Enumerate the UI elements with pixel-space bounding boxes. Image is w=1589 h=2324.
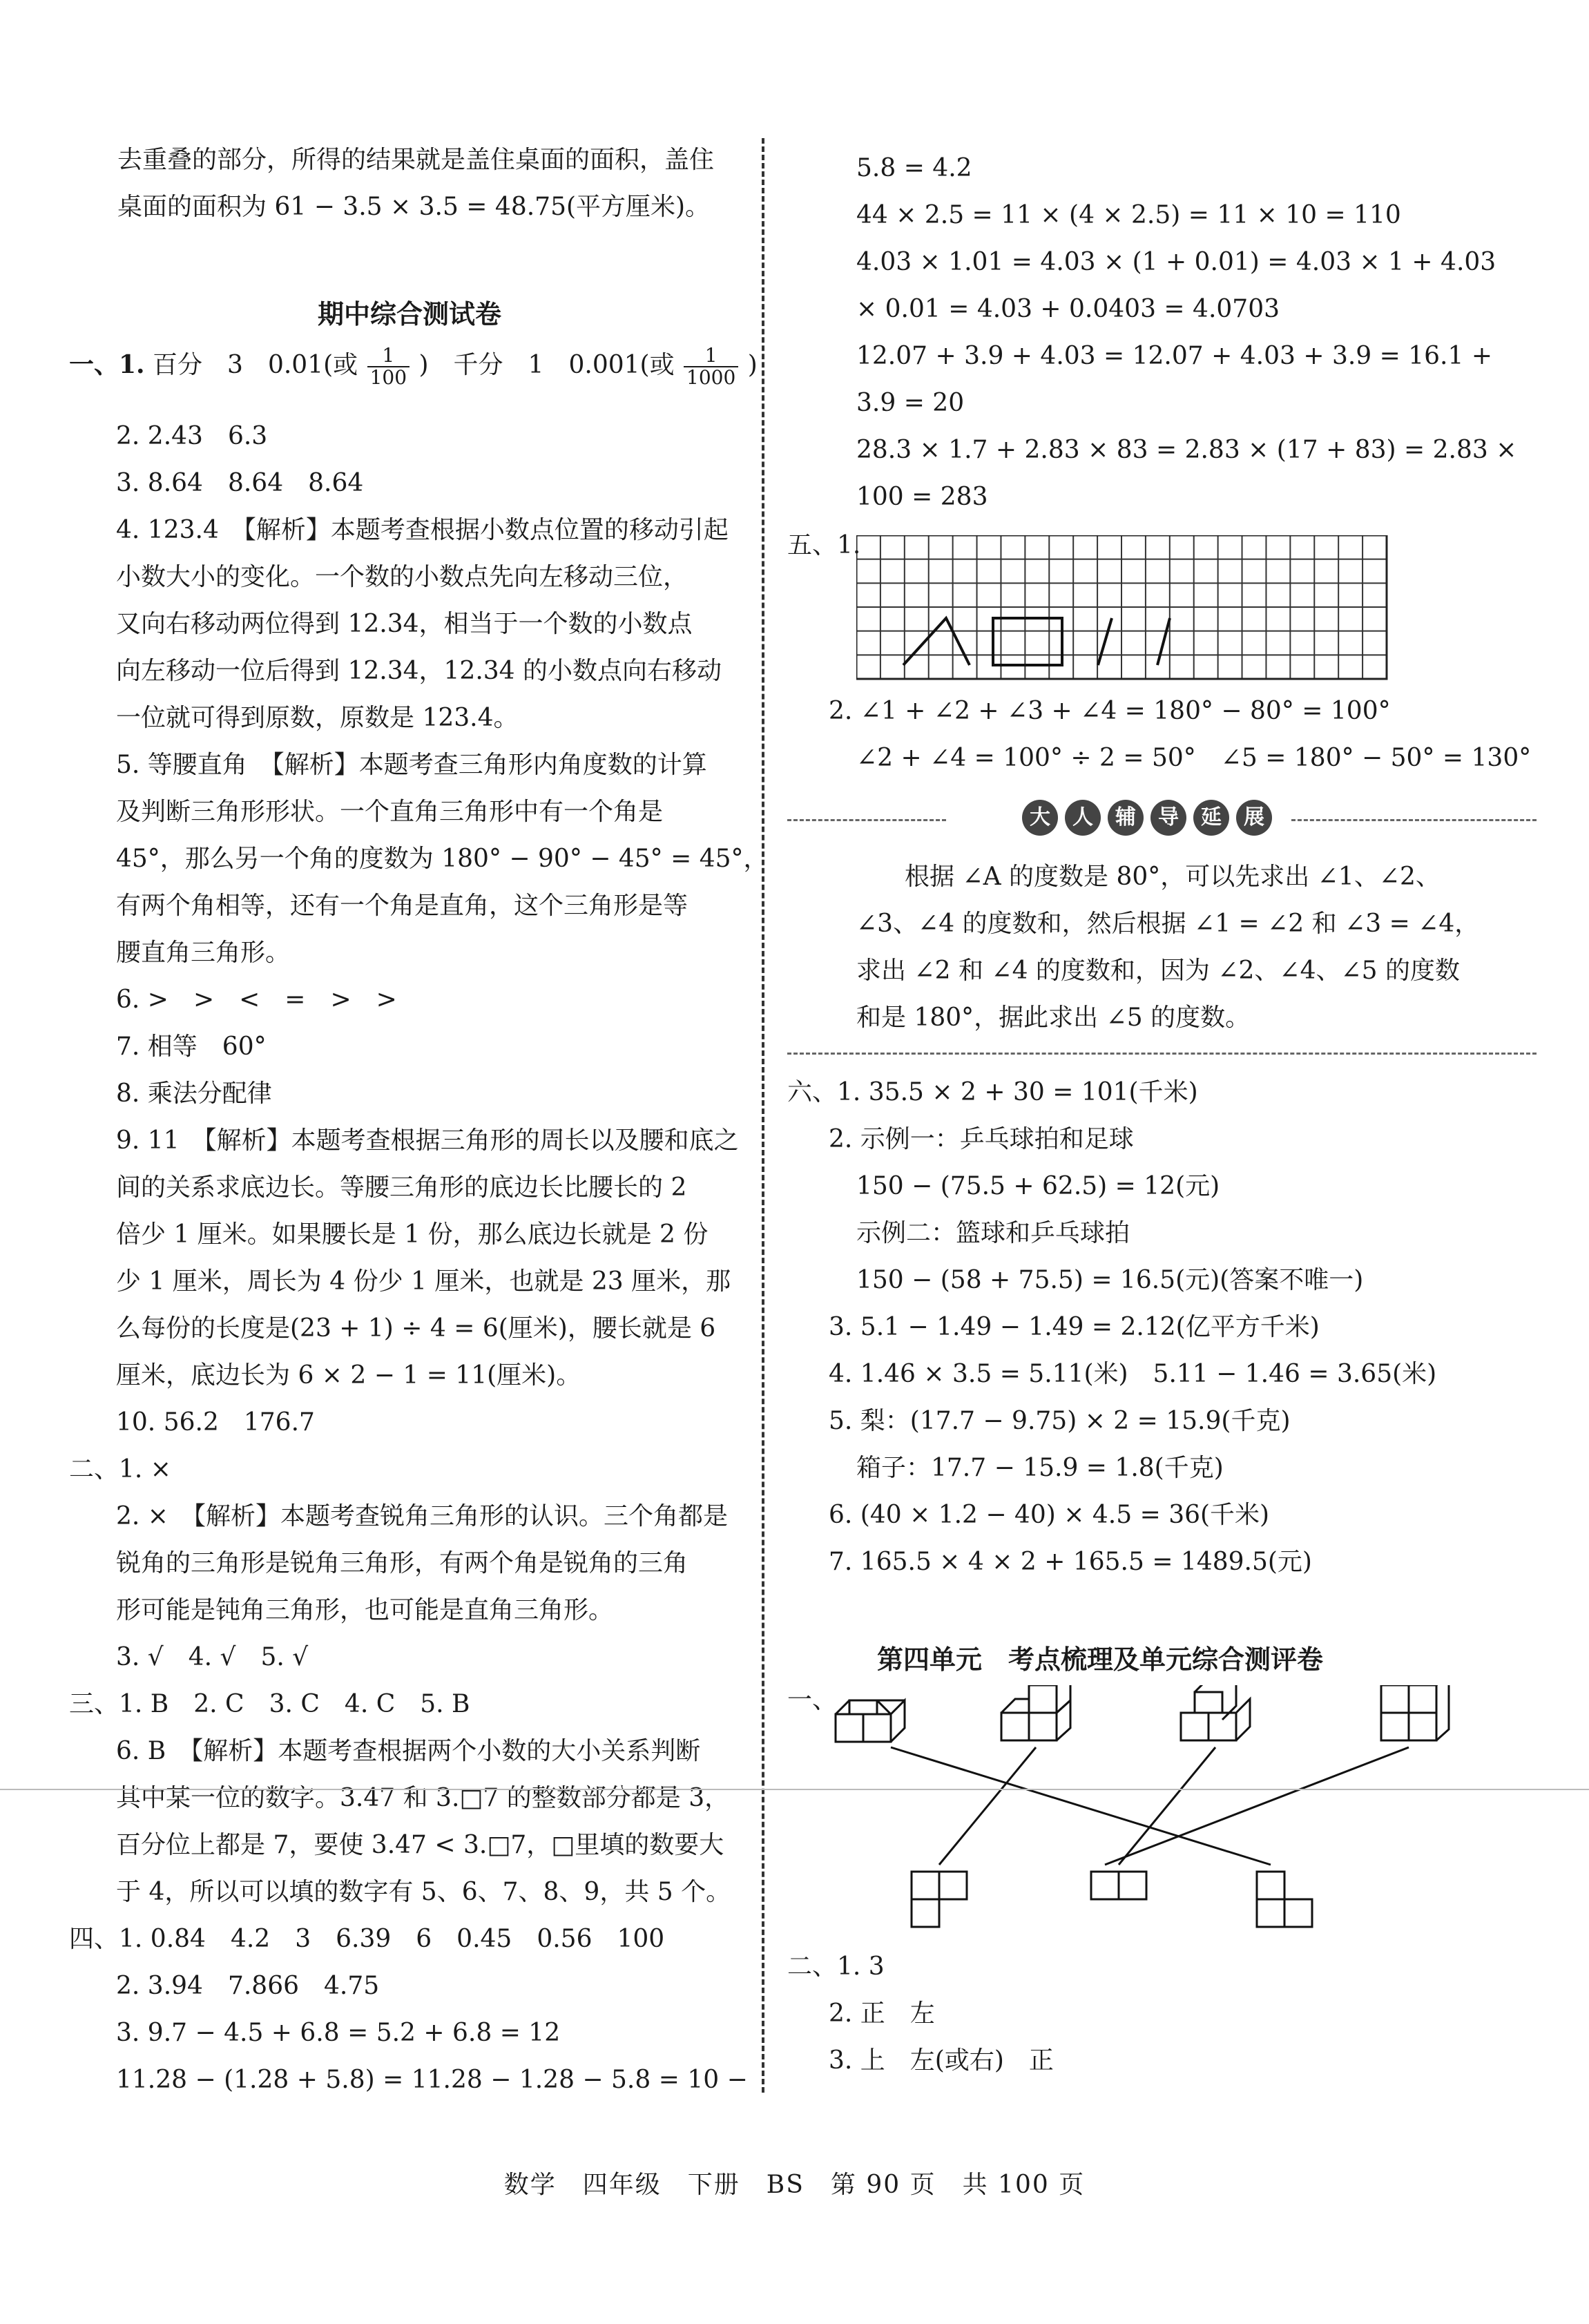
answer-line: ∠2 + ∠4 = 100° ÷ 2 = 50° ∠5 = 180° − 50° = 130° [856, 744, 1532, 772]
answer-line: 2. × 【解析】本题考查锐角三角形的认识。三个角都是 [116, 1502, 728, 1530]
answer-line: 7. 165.5 × 4 × 2 + 165.5 = 1489.5(元) [829, 1548, 1312, 1576]
match-line [1105, 1747, 1409, 1865]
answer-line: 150 − (75.5 + 62.5) = 12(元) [856, 1172, 1220, 1200]
banner-dash-right [1291, 819, 1537, 821]
answer-line: 2. ∠1 + ∠2 + ∠3 + ∠4 = 180° − 80° = 100° [829, 697, 1391, 725]
answer-line: 150 − (58 + 75.5) = 16.5(元)(答案不唯一) [856, 1266, 1364, 1294]
guidance-line: ∠3、∠4 的度数和，然后根据 ∠1 = ∠2 和 ∠3 = ∠4， [856, 910, 1480, 938]
answer-line: 2. 示例一：乒乓球拍和足球 [829, 1125, 1134, 1153]
answer-line: 45°，那么另一个角的度数为 180° − 90° − 45° = 45°， [116, 845, 769, 873]
answer-line: 4.03 × 1.01 = 4.03 × (1 + 0.01) = 4.03 × 1 + 4.03 [856, 248, 1496, 276]
cube-group-c [1181, 1685, 1250, 1740]
cube-face [1029, 1713, 1057, 1740]
parallelogram-right-side [1157, 618, 1170, 665]
view-square [912, 1872, 939, 1899]
fraction-denominator: 100 [369, 366, 407, 389]
answer-line: 3. 9.7 − 4.5 + 6.8 = 5.2 + 6.8 = 12 [116, 2019, 561, 2047]
answer-line: 5.8 = 4.2 [856, 154, 972, 182]
answer-line: 有两个角相等，还有一个角是直角，这个三角形是等 [116, 892, 688, 920]
match-line [939, 1747, 1036, 1865]
banner-char: 展 [1236, 800, 1272, 836]
view-square [912, 1899, 939, 1927]
answer-line-s1-q1 [69, 345, 758, 388]
cube-face [1029, 1685, 1057, 1713]
intro-line: 去重叠的部分，所得的结果就是盖住桌面的面积，盖住 [117, 146, 715, 174]
grid-lines [856, 535, 1387, 679]
page-fold-line [0, 1789, 1589, 1790]
answer-line: 四、1. 0.84 4.2 3 6.39 6 0.45 0.56 100 [69, 1925, 665, 1953]
answer-line: 间的关系求底边长。等腰三角形的底边长比腰长的 2 [116, 1173, 687, 1202]
answer-line: 100 = 283 [856, 483, 988, 511]
answer-line: 4. 1.46 × 3.5 = 5.11(米) 5.11 − 1.46 = 3.65(米) [829, 1360, 1437, 1388]
answer-line: 向左移动一位后得到 12.34，12.34 的小数点向右移动 [116, 657, 722, 685]
view-square [1119, 1872, 1146, 1899]
cube-edge [1236, 1699, 1250, 1740]
banner-title [1022, 800, 1272, 836]
parent-guidance-banner [787, 800, 1537, 838]
cube-group-a [836, 1700, 905, 1742]
section-label: 一、1. [69, 350, 145, 379]
answer-line: 少 1 厘米，周长为 4 份少 1 厘米，也就是 23 厘米，那 [116, 1267, 731, 1296]
cube-face [1181, 1713, 1208, 1740]
grid-figure [856, 535, 1388, 680]
cube-edge [1001, 1699, 1029, 1713]
answer-line: 3. 上 左(或右) 正 [829, 2046, 1054, 2075]
banner-char: 大 [1022, 800, 1058, 836]
unit4-title: 第四单元 考点梳理及单元综合测评卷 [877, 1644, 1324, 1675]
fraction-numerator: 1 [367, 345, 410, 367]
answer-line: 8. 乘法分配律 [116, 1079, 272, 1108]
cube-group-d [1381, 1685, 1449, 1740]
answer-line: 5. 等腰直角 【解析】本题考查三角形内角度数的计算 [116, 751, 707, 779]
midterm-title: 期中综合测试卷 [318, 299, 502, 329]
answer-line: 9. 11 【解析】本题考查根据三角形的周长以及腰和底之 [116, 1126, 739, 1155]
view-shape-b [1091, 1872, 1146, 1899]
view-square [1091, 1872, 1119, 1899]
match-line [891, 1747, 1271, 1865]
answer-line: 6. B 【解析】本题考查根据两个小数的大小关系判断 [116, 1737, 701, 1765]
banner-char: 延 [1193, 800, 1229, 836]
answer-line: 2. 正 左 [829, 1999, 935, 2028]
answer-line: × 0.01 = 4.03 + 0.0403 = 4.0703 [856, 295, 1280, 323]
triangle-shape [903, 618, 970, 665]
cube-face [863, 1714, 891, 1742]
guidance-line: 求出 ∠2 和 ∠4 的度数和，因为 ∠2、∠4、∠5 的度数 [856, 957, 1461, 985]
view-shape-a [912, 1872, 967, 1927]
answer-line: 百分位上都是 7，要使 3.47 < 3.□7，□里填的数要大 [116, 1831, 724, 1859]
cube-face [1381, 1713, 1409, 1740]
answer-line: 12.07 + 3.9 + 4.03 = 12.07 + 4.03 + 3.9 = 16.1 + [856, 342, 1493, 370]
answer-line: 其中某一位的数字。3.47 和 3.□7 的整数部分都是 3， [116, 1784, 730, 1812]
cube-face [1001, 1713, 1029, 1740]
answer-line: 二、1. × [69, 1455, 171, 1483]
answer-text: 百分 3 0.01(或 [153, 351, 358, 379]
match-line [1119, 1747, 1215, 1865]
answer-line: 3. √ 4. √ 5. √ [116, 1643, 309, 1671]
parallelogram-left-side [1098, 618, 1112, 665]
view-shape-c [1257, 1872, 1312, 1927]
guidance-line: 根据 ∠A 的度数是 80°，可以先求出 ∠1、∠2、 [905, 863, 1441, 891]
fraction-1-1000 [684, 345, 738, 388]
cube-face [1381, 1685, 1409, 1713]
banner-char: 辅 [1108, 800, 1144, 836]
answer-line: 箱子：17.7 − 15.9 = 1.8(千克) [856, 1454, 1224, 1482]
intro-line: 桌面的面积为 61 − 3.5 × 3.5 = 48.75(平方厘米)。 [117, 193, 711, 221]
answer-line: 一位就可得到原数，原数是 123.4。 [116, 704, 519, 732]
answer-line: 么每份的长度是(23 + 1) ÷ 4 = 6(厘米)，腰长就是 6 [116, 1314, 716, 1343]
answer-line: 2. 3.94 7.866 4.75 [116, 1972, 380, 2000]
guidance-separator [787, 1053, 1537, 1055]
answer-line: 3.9 = 20 [856, 389, 965, 417]
fraction-numerator: 1 [684, 345, 738, 367]
cube-edge [1057, 1700, 1070, 1740]
cube-matching-figure [829, 1685, 1519, 1941]
answer-text: ) 千分 1 0.001(或 [418, 351, 675, 379]
view-square [1257, 1872, 1284, 1899]
answer-line: 三、1. B 2. C 3. C 4. C 5. B [69, 1690, 470, 1718]
column-divider [762, 138, 764, 2093]
cube-edge [891, 1700, 905, 1742]
banner-char: 导 [1150, 800, 1186, 836]
answer-line: 2. 2.43 6.3 [116, 422, 268, 450]
answer-line: 5. 梨：(17.7 − 9.75) × 2 = 15.9(千克) [829, 1407, 1291, 1435]
answer-line: 28.3 × 1.7 + 2.83 × 83 = 2.83 × (17 + 83) = 2.83 × [856, 436, 1517, 464]
fraction-1-100 [367, 345, 410, 388]
answer-line: 形可能是钝角三角形，也可能是直角三角形。 [116, 1596, 614, 1624]
answer-line: 二、1. 3 [787, 1952, 885, 1981]
section-label-5: 五、1. [787, 531, 861, 559]
view-square [939, 1872, 967, 1899]
answer-text: ) [747, 351, 758, 379]
answer-line: 11.28 − (1.28 + 5.8) = 11.28 − 1.28 − 5.8 = 10 − [116, 2066, 748, 2094]
answer-line: 倍少 1 厘米。如果腰长是 1 份，那么底边长就是 2 份 [116, 1220, 709, 1249]
answer-line: 示例二：篮球和乒乓球拍 [856, 1219, 1130, 1247]
view-square [1284, 1899, 1312, 1927]
answer-line: 腰直角三角形。 [116, 939, 291, 967]
answer-line: 3. 5.1 − 1.49 − 1.49 = 2.12(亿平方千米) [829, 1313, 1320, 1341]
answer-line: 7. 相等 60° [116, 1033, 267, 1061]
cube-face [1208, 1713, 1236, 1740]
cube-group-b [1001, 1685, 1070, 1740]
answer-line: 锐角的三角形是锐角三角形，有两个角是锐角的三角 [116, 1549, 688, 1577]
answer-line: 6. > > < = > > [116, 986, 397, 1014]
answer-line: 44 × 2.5 = 11 × (4 × 2.5) = 11 × 10 = 110 [856, 201, 1401, 229]
answer-line: 10. 56.2 176.7 [116, 1408, 315, 1437]
section-label-1: 一、 [787, 1686, 838, 1714]
guidance-line: 和是 180°，据此求出 ∠5 的度数。 [856, 1003, 1251, 1032]
cube-face [1409, 1685, 1436, 1713]
answer-line: 六、1. 35.5 × 2 + 30 = 101(千米) [787, 1078, 1198, 1106]
answer-line: 3. 8.64 8.64 8.64 [116, 469, 364, 497]
answer-line: 6. (40 × 1.2 − 40) × 4.5 = 36(千米) [829, 1501, 1270, 1529]
banner-char: 人 [1065, 800, 1101, 836]
cube-face [836, 1714, 863, 1742]
banner-dash-left [787, 819, 946, 821]
page-footer: 数学 四年级 下册 BS 第 90 页 共 100 页 [503, 2171, 1086, 2199]
cube-face [1409, 1713, 1436, 1740]
view-square [1257, 1899, 1284, 1927]
answer-line: 及判断三角形形状。一个直角三角形中有一个角是 [116, 798, 664, 826]
answer-line: 于 4，所以可以填的数字有 5、6、7、8、9，共 5 个。 [116, 1878, 731, 1906]
rectangle-shape [993, 618, 1062, 665]
answer-line: 厘米，底边长为 6 × 2 − 1 = 11(厘米)。 [116, 1361, 581, 1390]
answer-line: 又向右移动两位得到 12.34，相当于一个数的小数点 [116, 610, 693, 638]
cube-edge [1436, 1685, 1449, 1740]
fraction-denominator: 1000 [686, 366, 736, 389]
answer-line: 小数大小的变化。一个数的小数点先向左移动三位， [116, 563, 688, 591]
answer-line: 4. 123.4 【解析】本题考查根据小数点位置的移动引起 [116, 516, 729, 544]
